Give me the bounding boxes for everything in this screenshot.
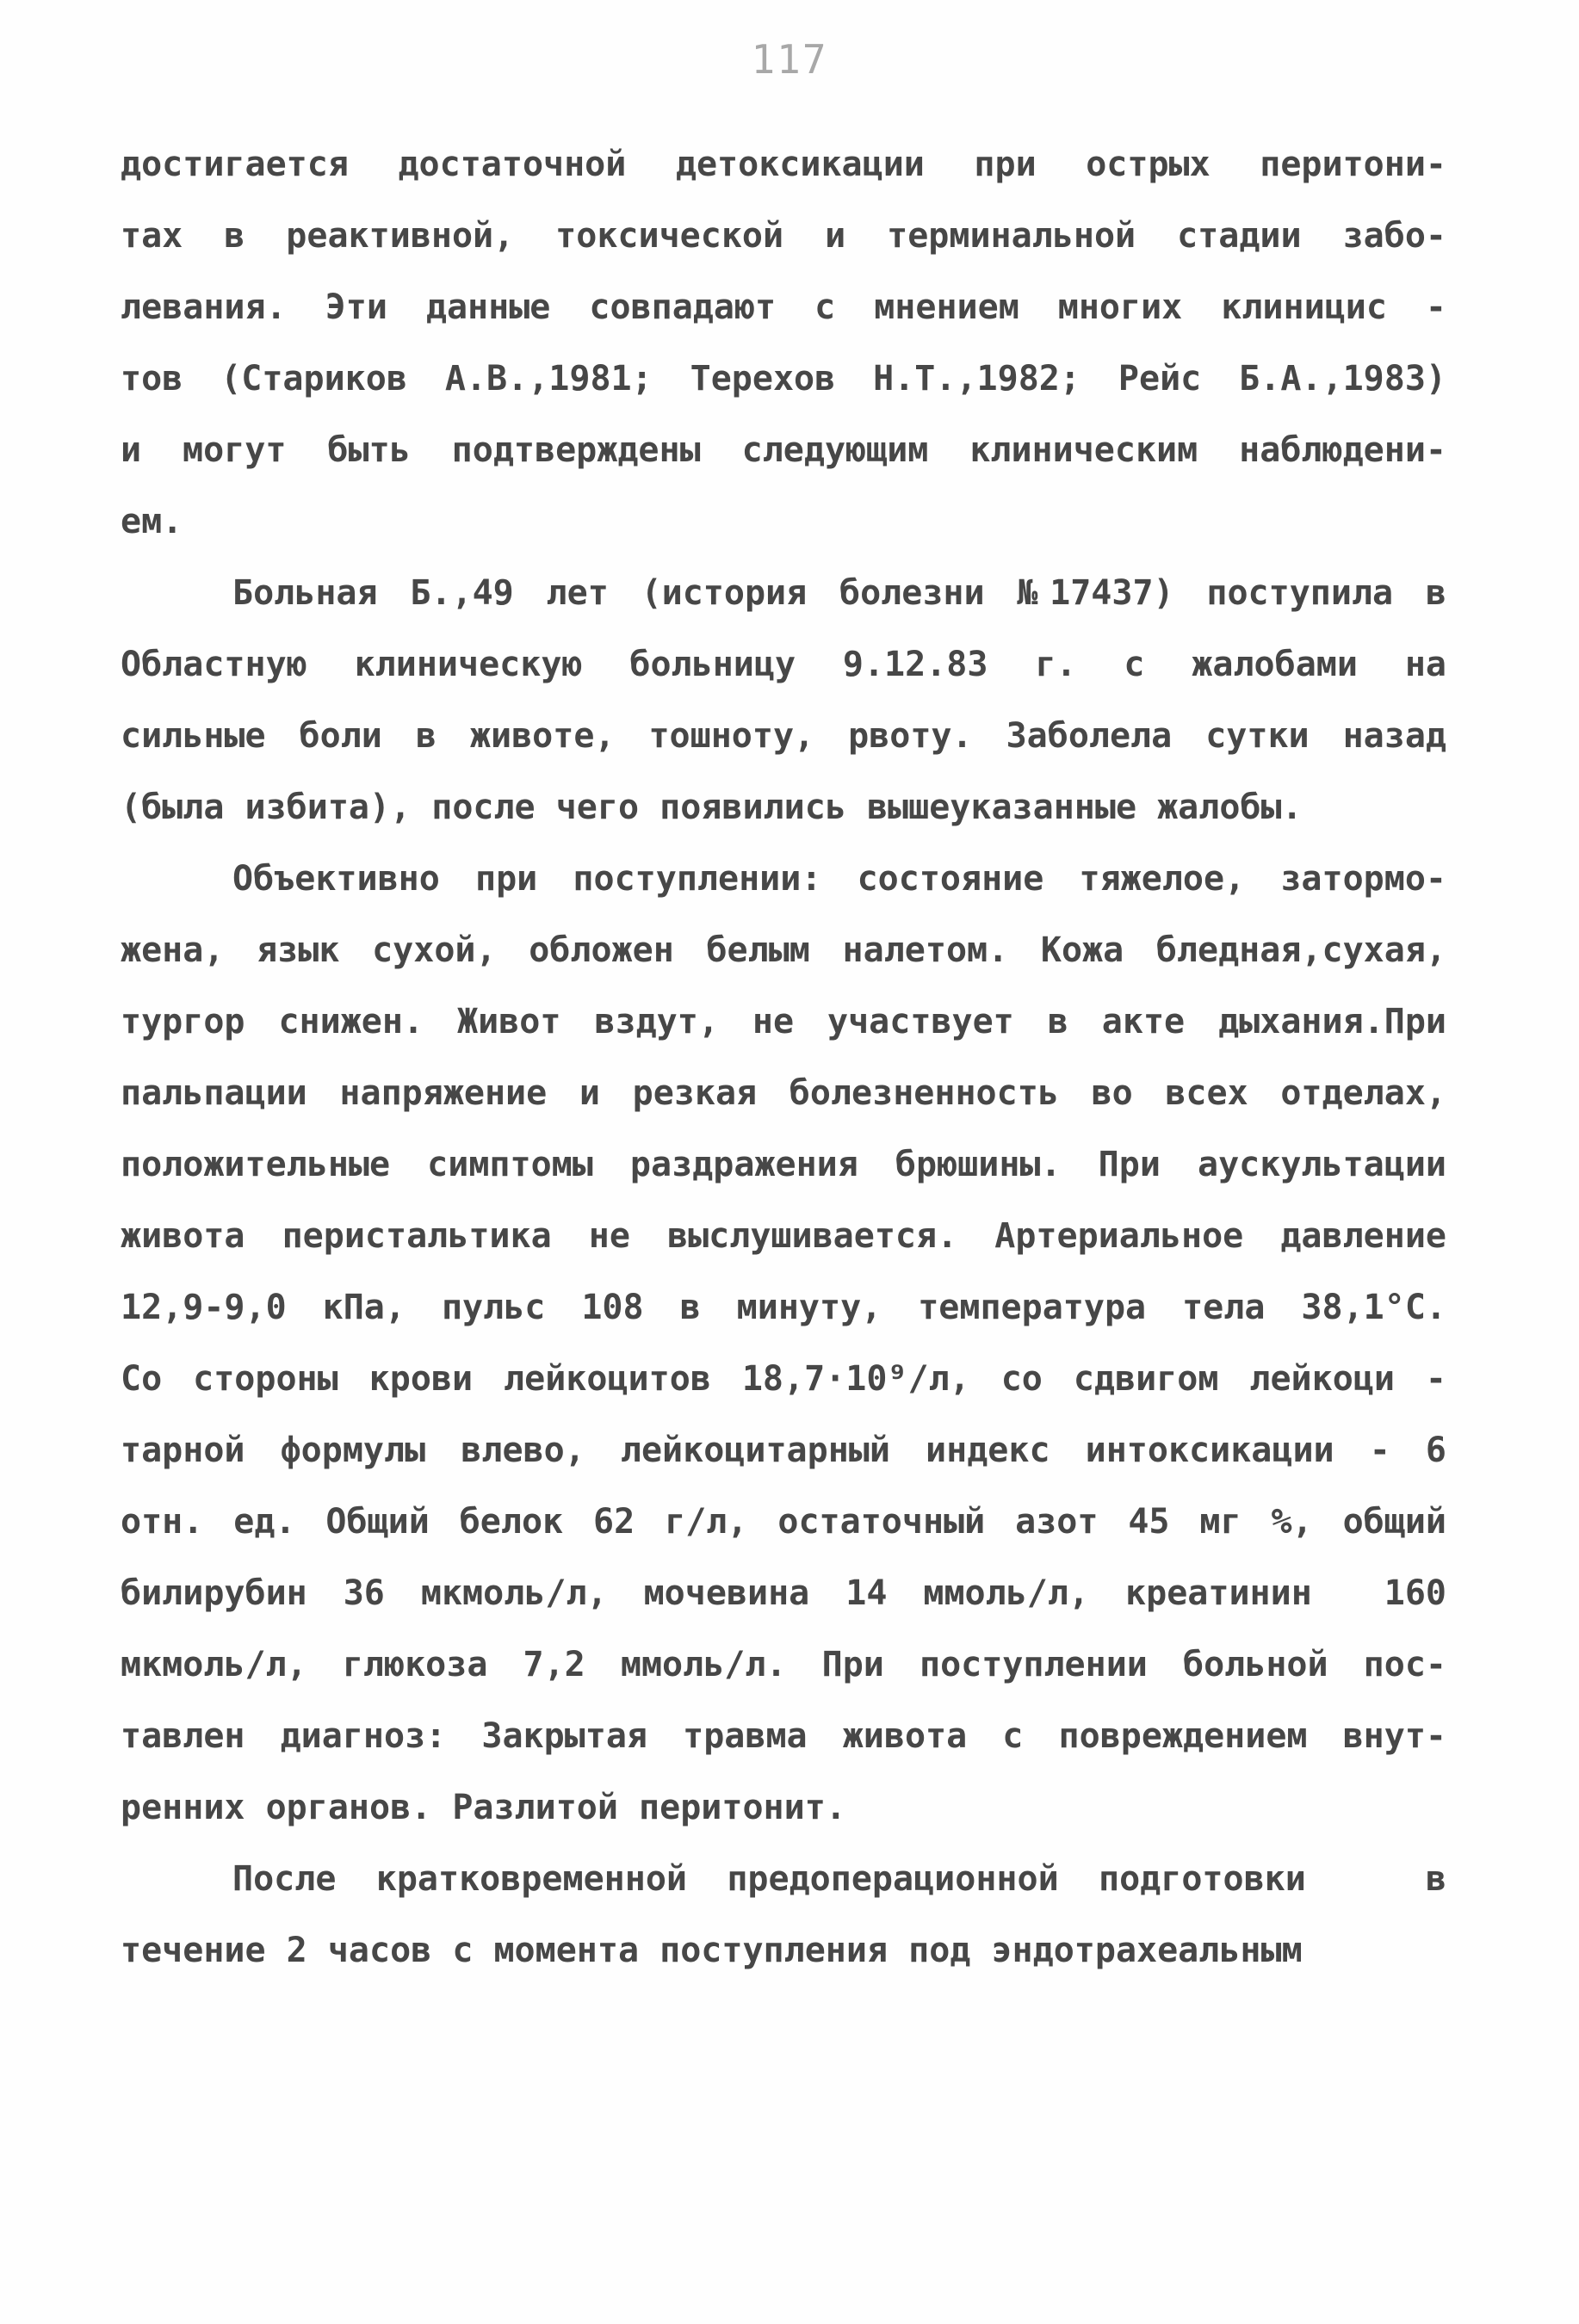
text-line: (была избита), после чего появились вышеуказанные жалобы. <box>121 788 1303 827</box>
body-text <box>121 129 1446 1987</box>
text-line: тах в реактивной, токсической и терминальной стадии забо- <box>121 216 1446 256</box>
text-line: мкмоль/л, глюкоза 7,2 ммоль/л. При поступлении больной пос- <box>121 1645 1446 1684</box>
text-line: После кратковременной предоперационной подготовки в <box>232 1859 1446 1899</box>
text-line: и могут быть подтверждены следующим клиническим наблюдени- <box>121 430 1446 470</box>
text-line: тарной формулы влево, лейкоцитарный индекс интоксикации - 6 <box>121 1431 1446 1470</box>
paragraph-1 <box>121 129 1446 558</box>
text-line: билирубин 36 мкмоль/л, мочевина 14 ммоль/л, креатинин 160 <box>121 1573 1446 1613</box>
paragraph-3 <box>121 844 1446 1844</box>
text-line: Объективно при поступлении: состояние тяжелое, затормо- <box>232 859 1446 899</box>
text-line: течение 2 часов с момента поступления под эндотрахеальным <box>121 1931 1303 1970</box>
text-line: Больная Б.,49 лет (история болезни №17437) поступила в <box>232 573 1446 613</box>
text-line: пальпации напряжение и резкая болезненность во всех отделах, <box>121 1073 1446 1113</box>
page-number: 117 <box>751 36 828 83</box>
text-line: сильные боли в животе, тошноту, рвоту. Заболела сутки назад <box>121 716 1446 756</box>
text-line: Областную клиническую больницу 9.12.83 г. с жалобами на <box>121 645 1446 684</box>
text-line: Со стороны крови лейкоцитов 18,7·10⁹/л, со сдвигом лейкоци - <box>121 1359 1446 1399</box>
text-line: тавлен диагноз: Закрытая травма живота с повреждением внут- <box>121 1716 1446 1756</box>
paragraph-4 <box>121 1844 1446 1987</box>
text-line: жена, язык сухой, обложен белым налетом. Кожа бледная,сухая, <box>121 930 1446 970</box>
text-line: тов (Стариков А.В.,1981; Терехов Н.Т.,1982; Рейс Б.А.,1983) <box>121 359 1446 399</box>
text-line: отн. ед. Общий белок 62 г/л, остаточный азот 45 мг %, общий <box>121 1502 1446 1542</box>
text-line: ренних органов. Разлитой перитонит. <box>121 1788 846 1827</box>
text-line: положительные симптомы раздражения брюшины. При аускультации <box>121 1145 1446 1184</box>
text-line: живота перистальтика не выслушивается. Артериальное давление <box>121 1216 1446 1256</box>
text-line: левания. Эти данные совпадают с мнением многих клиницис - <box>121 287 1446 327</box>
text-line: тургор снижен. Живот вздут, не участвует в акте дыхания.При <box>121 1002 1446 1041</box>
paragraph-2 <box>121 558 1446 844</box>
text-line: 12,9-9,0 кПа, пульс 108 в минуту, температура тела 38,1°С. <box>121 1288 1446 1327</box>
text-line: ем. <box>121 502 183 541</box>
text-line: достигается достаточной детоксикации при острых перитони- <box>121 145 1446 184</box>
